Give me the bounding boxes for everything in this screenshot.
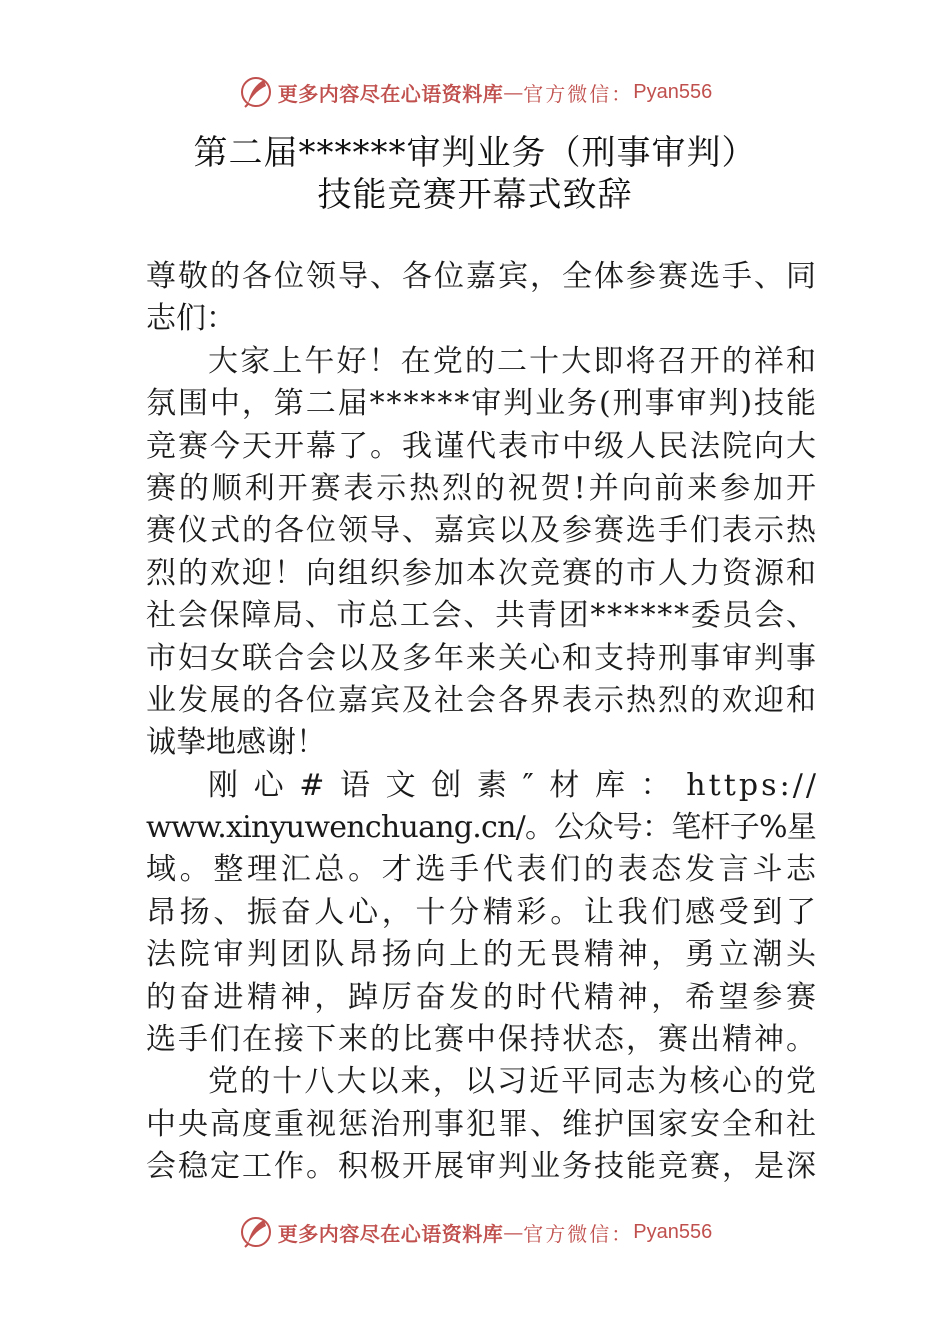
banner-wechat-id: Pyan556 — [633, 1220, 713, 1243]
text-line — [146, 553, 816, 595]
text-line-content: 社会保障局、市总工会、共青团******委员会、 — [146, 598, 818, 634]
text-line-content: 选手们在接下来的比赛中保持状态，赛出精神。 — [146, 1022, 818, 1058]
header-banner — [0, 72, 950, 112]
text-line — [146, 341, 819, 383]
text-line — [146, 383, 816, 425]
text-line — [146, 468, 819, 510]
document-body — [146, 256, 820, 1189]
text-line-content: 氛围中，第二届******审判业务(刑事审判)技能 — [146, 386, 818, 422]
text-line — [146, 892, 820, 934]
text-line — [146, 256, 816, 298]
text-line — [146, 1146, 816, 1188]
text-line — [146, 638, 816, 680]
text-line-content: 烈的欢迎！向组织参加本次竞赛的市人力资源和 — [146, 555, 818, 591]
text-line-content: 党的十八大以来，以习近平同志为核心的党 — [208, 1064, 819, 1100]
quill-logo-icon — [238, 1214, 274, 1250]
text-line-content: 赛的顺利开赛表示热烈的祝贺!并向前来参加开 — [146, 470, 819, 506]
text-line-content: 中央高度重视惩治刑事犯罪、维护国家安全和社 — [146, 1106, 818, 1142]
text-line-content: 市妇女联合会以及多年来关心和支持刑事审判事 — [146, 640, 818, 676]
text-line — [146, 765, 820, 807]
text-line-content: 刚 心 # 语 文 创 素 ″ 材 库 ： https:// — [208, 767, 820, 803]
text-line — [146, 680, 816, 722]
text-line-content: 竞赛今天开幕了。我谨代表市中级人民法院向大 — [146, 428, 818, 464]
text-line — [146, 849, 820, 891]
text-line — [146, 934, 820, 976]
text-line — [146, 807, 816, 849]
banner-main-text: 更多内容尽在心语资料库 — [277, 81, 504, 106]
text-line — [146, 1061, 819, 1103]
text-line — [146, 510, 816, 552]
text-line — [146, 595, 816, 637]
text-line — [146, 1104, 816, 1146]
text-line-content: 尊敬的各位领导、各位嘉宾，全体参赛选手、同 — [146, 259, 818, 294]
text-line-content: 昂扬、振奋人心，十分精彩。让我们感受到了 — [146, 894, 820, 930]
banner-wechat-label: 官方微信： — [523, 1221, 634, 1246]
document-title-line1: 第二届******审判业务（刑事审判） — [193, 133, 757, 173]
text-line — [146, 426, 816, 468]
banner-separator: — — [503, 1220, 524, 1244]
text-line-content: 诚挚地感谢！ — [146, 725, 326, 761]
footer-banner — [0, 1212, 950, 1252]
text-line-content: www.xinyuwenchuang.cn/。公众号：笔杆子%星 — [146, 810, 816, 846]
quill-logo-icon — [238, 74, 274, 110]
banner-separator: — — [503, 80, 524, 104]
text-line — [146, 1019, 816, 1061]
banner-main-text: 更多内容尽在心语资料库 — [277, 1221, 504, 1246]
text-line-content: 法院审判团队昂扬向上的无畏精神，勇立潮头 — [146, 937, 820, 973]
text-line-content: 域。整理汇总。才选手代表们的表态发言斗志 — [146, 852, 820, 888]
text-line-content: 会稳定工作。积极开展审判业务技能竞赛，是深 — [146, 1149, 818, 1185]
document-title-line2: 技能竞赛开幕式致辞 — [317, 175, 633, 215]
text-line-content: 的奋进精神，踔厉奋发的时代精神，希望参赛 — [146, 979, 820, 1015]
text-line-content: 志们： — [146, 301, 236, 337]
banner-wechat-label: 官方微信： — [523, 81, 634, 106]
text-line — [146, 977, 820, 1019]
banner-wechat-id: Pyan556 — [633, 80, 713, 103]
text-line-content: 业发展的各位嘉宾及社会各界表示热烈的欢迎和 — [146, 682, 818, 718]
text-line — [146, 298, 816, 340]
text-line-content: 赛仪式的各位领导、嘉宾以及参赛选手们表示热 — [146, 513, 818, 549]
text-line-content: 大家上午好！在党的二十大即将召开的祥和 — [208, 343, 819, 379]
text-line — [146, 722, 816, 764]
